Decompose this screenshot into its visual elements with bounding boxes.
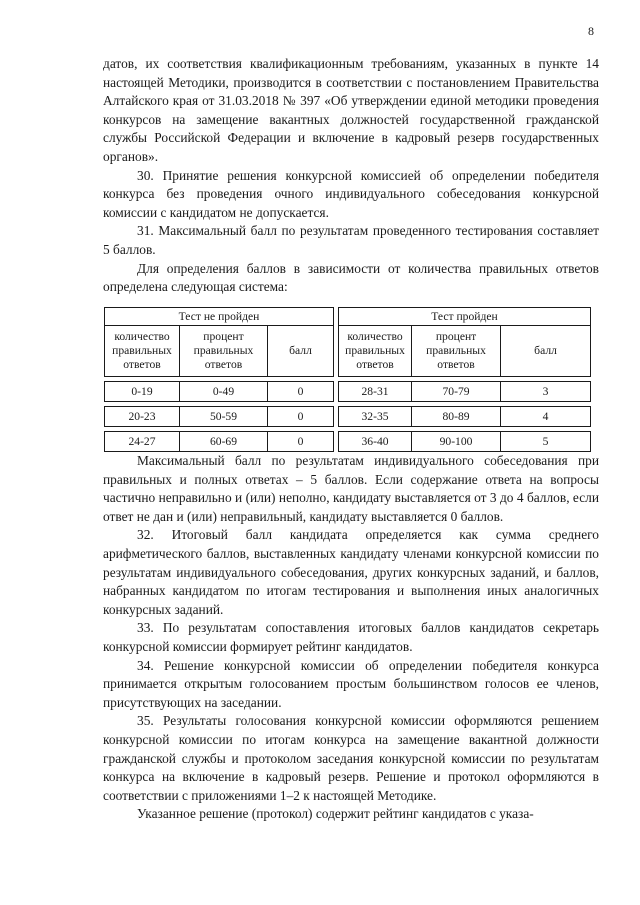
bottom-text-block xyxy=(103,452,599,824)
table-cell: 4 xyxy=(501,407,591,427)
group-header-not-passed: Тест не пройден xyxy=(105,308,334,326)
table-cell: 32-35 xyxy=(339,407,412,427)
table-cell: 3 xyxy=(501,382,591,402)
table-cell: 80-89 xyxy=(412,407,501,427)
table-cell: 24-27 xyxy=(105,432,180,452)
column-header: процент правильных ответов xyxy=(412,326,501,377)
paragraph-continuation: датов, их соответствия квалификационным требованиям, указанных в пункте 14 настоящей Методики, производится в соответствии с постановлением Правительства Алтайского края от 31.03.2018 № 397 «Об утверждении единой методики проведения конкурсов на замещение вакантных должностей государственной гражданской службы Российской Федерации и включение в кадровый резерв государственных органов». xyxy=(103,56,599,164)
column-header: количество правильных ответов xyxy=(105,326,180,377)
page-number: 8 xyxy=(588,24,594,38)
column-header: количество правильных ответов xyxy=(339,326,412,377)
table-cell: 70-79 xyxy=(412,382,501,402)
table-cell: 5 xyxy=(501,432,591,452)
paragraph-33: 33. По результатам сопоставления итоговых баллов кандидатов секретарь конкурсной комиссии формирует рейтинг кандидатов. xyxy=(103,620,599,654)
top-text-block xyxy=(103,55,599,297)
table-row xyxy=(105,407,591,427)
table-row xyxy=(105,382,591,402)
paragraph-decision: Указанное решение (протокол) содержит рейтинг кандидатов с указа- xyxy=(137,806,534,822)
paragraph-32: 32. Итоговый балл кандидата определяется как сумма среднего арифметического баллов, выставленных кандидату членами конкурсной комиссии по результатам индивидуального собеседования, других конкурсных заданий, и баллов, набранных кандидатом по итогам тестирования и выполнения иных аналогичных конкурсных заданий. xyxy=(103,527,599,617)
paragraph-34: 34. Решение конкурсной комиссии об определении победителя конкурса принимается открытым голосованием простым большинством голосов ее членов, присутствующих на заседании. xyxy=(103,657,599,710)
table-cell: 20-23 xyxy=(105,407,180,427)
table-cell: 90-100 xyxy=(412,432,501,452)
column-header: балл xyxy=(501,326,591,377)
table-cell: 0-49 xyxy=(180,382,268,402)
table-cell: 28-31 xyxy=(339,382,412,402)
table-row xyxy=(105,432,591,452)
column-header: процент правильных ответов xyxy=(180,326,268,377)
table-cell: 0 xyxy=(268,407,334,427)
paragraph-scoring-intro: Для определения баллов в зависимости от количества правильных ответов определена следующая система: xyxy=(103,260,599,295)
paragraph-31: 31. Максимальный балл по результатам проведенного тестирования составляет 5 баллов. xyxy=(103,223,599,257)
table-cell: 50-59 xyxy=(180,407,268,427)
column-header: балл xyxy=(268,326,334,377)
paragraph-interview-score: Максимальный балл по результатам индивидуального собеседования при правильных и полных ответах – 5 баллов. Если содержание ответа на вопросы частично неправильно и (или) неполно, кандидату выставляется от 3 до 4 баллов, если ответ не дан и (или) неправильный, кандидату выставляется 0 баллов. xyxy=(103,453,599,524)
paragraph-30: 30. Принятие решения конкурсной комиссией об определении победителя конкурса без проведения очного индивидуального собеседования конкурсной комиссии с кандидатом не допускается. xyxy=(103,167,599,220)
table-cell: 0-19 xyxy=(105,382,180,402)
paragraph-35: 35. Результаты голосования конкурсной комиссии оформляются решением конкурсной комиссии по итогам конкурса на замещение вакантной должности гражданской службы и протоколом заседания конкурсной комиссии по результатам конкурса на включение в кадровый резерв. Решение и протокол оформляются в соответствии с приложениями 1–2 к настоящей Методике. xyxy=(103,713,599,803)
scoring-table xyxy=(104,307,591,452)
table-cell: 60-69 xyxy=(180,432,268,452)
table-cell: 36-40 xyxy=(339,432,412,452)
group-header-passed: Тест пройден xyxy=(339,308,591,326)
table-cell: 0 xyxy=(268,432,334,452)
table-cell: 0 xyxy=(268,382,334,402)
